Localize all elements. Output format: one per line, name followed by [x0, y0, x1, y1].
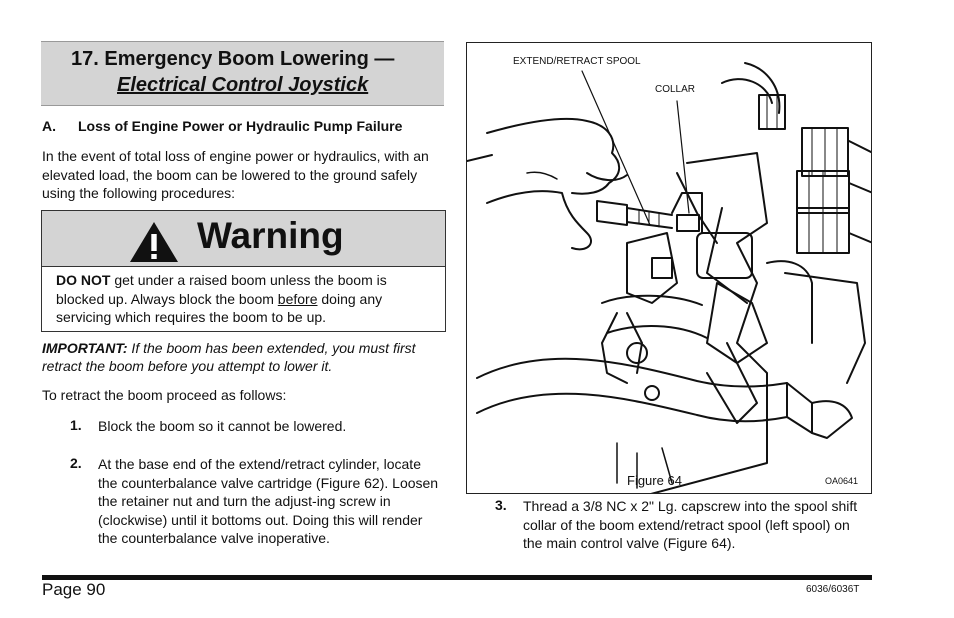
model-number: 6036/6036T — [806, 584, 860, 595]
figure-code: OA0641 — [825, 476, 859, 486]
subsection-letter: A. — [42, 118, 56, 134]
warning-text-a: get under a raised boom unless the boom is blocked up. Always block the boom — [56, 272, 387, 307]
section-header — [41, 41, 444, 106]
callout-collar: COLLAR — [655, 84, 696, 95]
step-1-number: 1. — [70, 417, 82, 433]
warning-text-b: doing any servicing which requires the boom to be up. — [56, 290, 383, 325]
intro-paragraph: In the event of total loss of engine power or hydraulics, with an elevated load, the boom can be lowered to the ground safely using the following procedures: — [42, 148, 429, 201]
subsection-heading — [42, 118, 402, 134]
warning-title: Warning — [197, 215, 344, 256]
valve-illustration — [467, 43, 872, 494]
warning-box — [41, 210, 446, 332]
page-number: Page 90 — [42, 580, 106, 599]
step-3-text: Thread a 3/8 NC x 2" Lg. capscrew into the spool shift collar of the boom extend/retract spool (left spool) on the main control valve (Figure 64). — [523, 498, 858, 551]
step-3-number: 3. — [495, 497, 507, 513]
warning-text — [56, 271, 436, 327]
important-label: IMPORTANT: — [42, 340, 128, 356]
footer-rule — [42, 575, 872, 580]
callout-extend-retract-spool: EXTEND/RETRACT SPOOL — [513, 56, 641, 67]
subsection-title: Loss of Engine Power or Hydraulic Pump Failure — [78, 118, 403, 134]
section-subtitle: Electrical Control Joystick — [117, 74, 369, 96]
important-note — [42, 339, 447, 375]
warning-band — [42, 211, 445, 267]
section-title: 17. Emergency Boom Lowering — — [71, 48, 395, 70]
warning-bold-lead: DO NOT — [56, 272, 111, 288]
step-2-text: At the base end of the extend/retract cylinder, locate the counterbalance valve cartridge (Figure 62). Loosen the retainer nut and turn the adjust-ing screw in (clockwise) until it bottoms out. Doing this will render the counterbalance valve inoperative. — [98, 456, 439, 546]
step-2-number: 2. — [70, 455, 82, 471]
warning-underlined: before — [277, 290, 318, 307]
figure-64 — [466, 42, 872, 494]
step-1-text: Block the boom so it cannot be lowered. — [98, 418, 347, 434]
important-text: If the boom has been extended, you must first retract the boom before you attempt to lower it. — [42, 340, 416, 374]
retract-intro: To retract the boom proceed as follows: — [42, 387, 287, 403]
figure-caption: Figure 64 — [627, 473, 682, 488]
warning-triangle-icon — [129, 221, 179, 263]
